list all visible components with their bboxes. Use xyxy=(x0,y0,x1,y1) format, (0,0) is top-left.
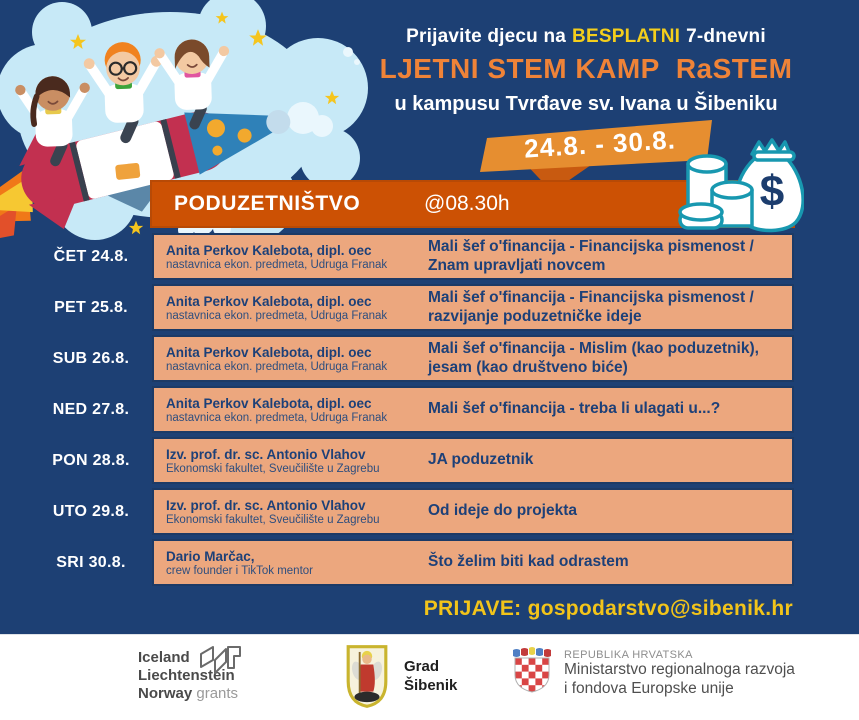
presenter-role: nastavnica ekon. predmeta, Udruga Franak xyxy=(166,411,388,424)
row-presenter xyxy=(166,396,418,424)
presenter-name: Izv. prof. dr. sc. Antonio Vlahov xyxy=(166,497,366,513)
row-card xyxy=(152,284,794,331)
ministry-logo-block xyxy=(512,647,795,698)
ministry-line-2: i fondova Europske unije xyxy=(564,679,734,697)
row-day: PON 28.8. xyxy=(52,451,130,469)
sibenik-line-2: Šibenik xyxy=(404,677,458,694)
row-day: SRI 30.8. xyxy=(56,553,126,571)
contact-email-line: PRIJAVE: gospodarstvo@sibenik.hr xyxy=(423,597,793,620)
row-presenter xyxy=(166,549,418,577)
row-card xyxy=(152,233,794,280)
presenter-name: Izv. prof. dr. sc. Antonio Vlahov xyxy=(166,446,366,462)
crown xyxy=(513,647,551,657)
presenter-name: Anita Perkov Kalebota, dipl. oec xyxy=(166,293,372,309)
ministry-text xyxy=(564,649,795,698)
presenter-role: nastavnica ekon. predmeta, Udruga Franak xyxy=(166,309,388,322)
presenter-role: crew founder i TikTok mentor xyxy=(166,564,314,577)
table-row xyxy=(30,539,794,586)
presenter-name: Anita Perkov Kalebota, dipl. oec xyxy=(166,395,372,411)
row-topic: JA poduzetnik xyxy=(428,451,534,469)
presenter-name: Dario Marčac, xyxy=(166,548,255,564)
row-day: PET 25.8. xyxy=(54,298,128,316)
ministry-line-1: Ministarstvo regionalnoga razvoja xyxy=(564,661,795,678)
table-row xyxy=(30,488,794,535)
camp-title-main: LJETNI STEM KAMP xyxy=(379,53,660,84)
row-presenter xyxy=(166,345,418,373)
croatia-coat-of-arms-icon xyxy=(512,647,552,693)
intro-line xyxy=(366,26,806,48)
camp-title-brand: RaSTEM xyxy=(675,53,793,84)
row-topic: Mali šef o'financija - treba li ulagati u...? xyxy=(428,400,721,418)
camp-title xyxy=(366,53,806,85)
row-day: NED 27.8. xyxy=(52,400,130,418)
eea-line-3 xyxy=(138,685,238,703)
row-card xyxy=(152,539,794,586)
coin-flat-icon xyxy=(680,204,722,228)
presenter-role: Ekonomski fakultet, Sveučilište u Zagrebu xyxy=(166,462,380,475)
money-bag-icon xyxy=(676,132,804,238)
program-name: PODUZETNIŠTVO xyxy=(174,192,361,215)
row-presenter xyxy=(166,498,418,526)
table-row xyxy=(30,233,794,280)
row-topic: Od ideje do projekta xyxy=(428,502,577,520)
row-card xyxy=(152,437,794,484)
row-card xyxy=(152,386,794,433)
intro-pre: Prijavite djecu na xyxy=(406,26,567,47)
row-presenter xyxy=(166,447,418,475)
sibenik-coat-of-arms-icon xyxy=(344,643,390,709)
row-topic: Što želim biti kad odrastem xyxy=(428,553,629,571)
presenter-role: nastavnica ekon. predmeta, Udruga Franak xyxy=(166,258,388,271)
row-topic: Mali šef o'financija - Financijska pismenost / razvijanje poduzetničke ideje xyxy=(428,288,754,325)
program-time: @08.30h xyxy=(424,192,510,215)
table-row xyxy=(30,284,794,331)
eea-norway: Norway xyxy=(138,685,193,702)
dates-badge-text: 24.8. - 30.8. xyxy=(523,124,677,164)
presenter-role: Ekonomski fakultet, Sveučilište u Zagrebu xyxy=(166,513,380,526)
row-day: UTO 29.8. xyxy=(52,502,130,520)
table-row xyxy=(30,386,794,433)
footer xyxy=(0,634,859,720)
intro-post: 7-dnevni xyxy=(686,26,766,47)
intro-highlight: BESPLATNI xyxy=(572,26,681,47)
table-row xyxy=(30,437,794,484)
row-presenter xyxy=(166,294,418,322)
row-card xyxy=(152,335,794,382)
presenter-name: Anita Perkov Kalebota, dipl. oec xyxy=(166,344,372,360)
row-card xyxy=(152,488,794,535)
table-row xyxy=(30,335,794,382)
presenter-role: nastavnica ekon. predmeta, Udruga Franak xyxy=(166,360,388,373)
row-day: ČET 24.8. xyxy=(53,247,129,265)
row-presenter xyxy=(166,243,418,271)
sibenik-label xyxy=(404,657,457,696)
presenter-name: Anita Perkov Kalebota, dipl. oec xyxy=(166,242,372,258)
row-topic: Mali šef o'financija - Mislim (kao poduzetnik), jesam (kao društveno biće) xyxy=(428,339,759,376)
headline-block xyxy=(366,26,806,116)
sibenik-line-1: Grad xyxy=(404,657,440,675)
row-day: SUB 26.8. xyxy=(52,349,130,367)
eea-grants-glyph-icon xyxy=(198,644,248,676)
dollar-sign: $ xyxy=(759,167,785,216)
row-topic: Mali šef o'financija - Financijska pismenost / Znam upravljati novcem xyxy=(428,237,754,274)
sibenik-logo-block xyxy=(344,643,457,709)
eea-line-2: Liechtenstein xyxy=(138,667,235,684)
ministry-country: REPUBLIKA HRVATSKA xyxy=(564,649,693,661)
eea-grants-logo xyxy=(138,649,238,703)
schedule-table xyxy=(30,233,794,590)
camp-location: u kampusu Tvrđave sv. Ivana u Šibeniku xyxy=(394,93,778,115)
eea-grants-word: grants xyxy=(192,685,239,702)
eea-line-1: Iceland xyxy=(138,649,190,666)
